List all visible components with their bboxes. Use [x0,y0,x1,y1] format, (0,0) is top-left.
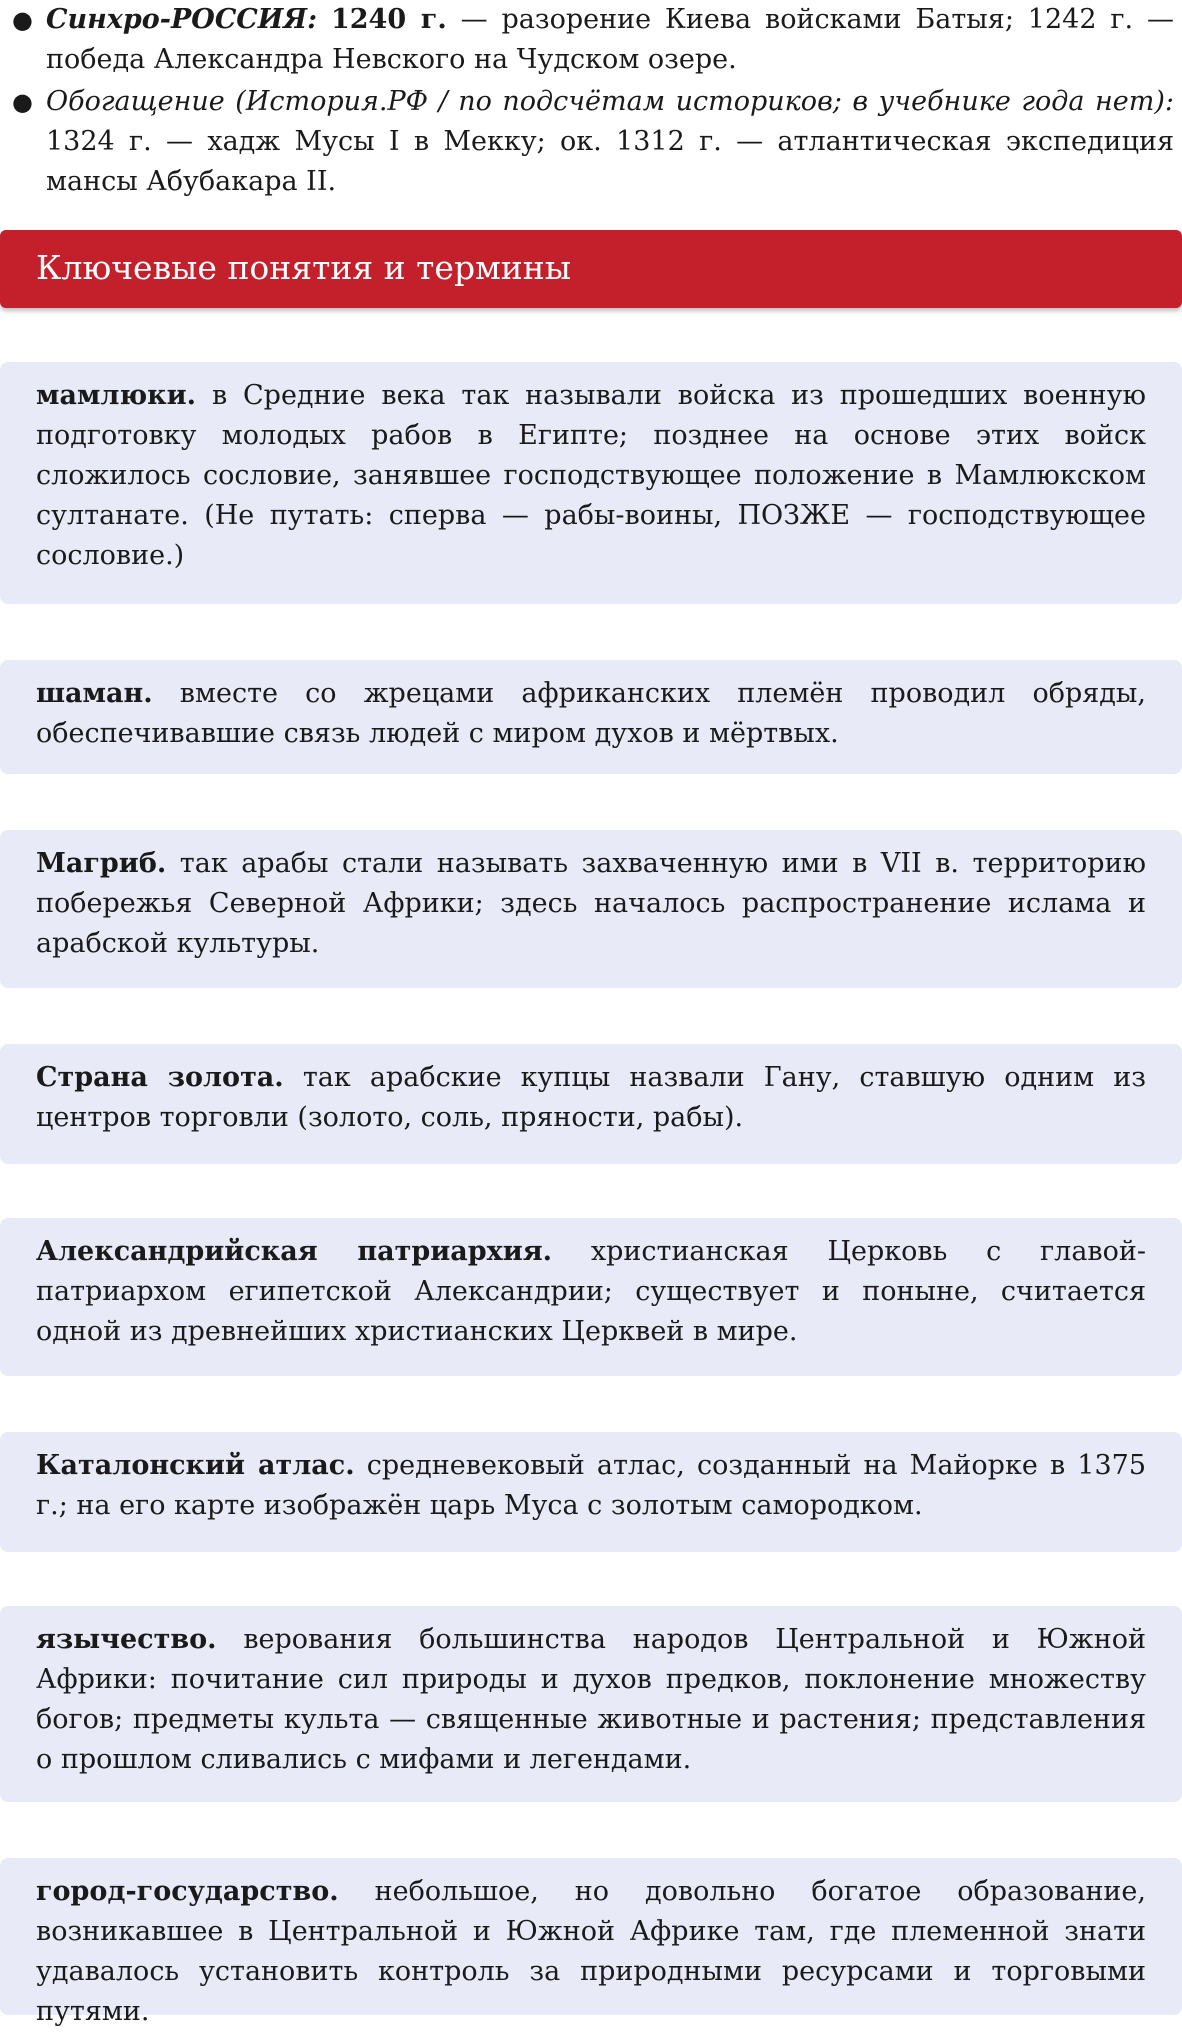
bullet-item-enrichment [0,82,1182,202]
term-card-shaman [0,660,1182,774]
bullet-lead: Синхро-РОССИЯ: [46,4,318,35]
term-definition: в Средние века так называли войска из прошедших военную подготовку молодых рабов в Египте; позднее на основе этих войск сложилось сословие, занявшее господствующее положение в Мамлюкском султанате. (Не путать: сперва — рабы-воины, ПОЗЖЕ — господствующее сословие.) [36,380,1146,571]
term-definition: так арабские купцы назвали Гану, ставшую одним из центров торговли (золото, соль, пряности, рабы). [36,1062,1146,1133]
term-entry [36,376,1146,576]
term-name: город-государство. [36,1876,339,1907]
term-entry [36,1872,1146,2032]
bullet-dot-icon: ● [12,88,33,116]
term-definition: небольшое, но довольно богатое образование, возникавшее в Центральной и Южной Африке там, где племенной знати удавалось установить контроль за природными ресурсами и торговыми путями. [36,1876,1146,2027]
term-name: мамлюки. [36,380,197,411]
term-name: язычество. [36,1624,217,1655]
term-name: Магриб. [36,848,167,879]
bullet-text: 1324 г. — хадж Мусы I в Мекку; ок. 1312 г. — атлантическая экспедиция мансы Абубакара II. [46,126,1174,197]
term-entry [36,1620,1146,1780]
term-card-catalan-atlas [0,1432,1182,1552]
term-entry [36,844,1146,964]
term-definition: вместе со жрецами африканских племён проводил обряды, обеспечивавшие связь людей с миром духов и мёртвых. [36,678,1146,749]
term-card-paganism [0,1606,1182,1802]
bullet-list [0,0,1182,204]
term-definition: средневековый атлас, созданный на Майорке в 1375 г.; на его карте изображён царь Муса с золотым самородком. [36,1450,1146,1521]
term-name: Каталонский атлас. [36,1450,355,1481]
term-entry [36,1058,1146,1138]
bullet-item-synchro [0,0,1182,80]
term-card-gold-country [0,1044,1182,1164]
term-name: Страна золота. [36,1062,284,1093]
term-card-mamluks [0,362,1182,604]
term-entry [36,674,1146,754]
bullet-dot-icon: ● [12,6,33,34]
term-card-maghreb [0,830,1182,988]
section-header [0,230,1182,308]
term-entry [36,1232,1146,1352]
term-definition: христианская Церковь с главой-патриархом египетской Александрии; существует и поныне, считается одной из древнейших христианских Церквей в мире. [36,1236,1146,1347]
term-name: шаман. [36,678,153,709]
term-entry [36,1446,1146,1526]
term-definition: так арабы стали называть захваченную ими в VII в. территорию побережья Северной Африки; здесь началось распространение ислама и арабской культуры. [36,848,1146,959]
section-title: Ключевые понятия и термины [36,248,571,287]
bullet-year: 1240 г. [330,4,447,35]
bullet-lead: Обогащение (История.РФ / по подсчётам историков; в учебнике года нет): [46,86,1174,117]
term-card-city-state [0,1858,1182,2027]
term-definition: верования большинства народов Центральной и Южной Африки: почитание сил природы и духов предков, поклонение множеству богов; предметы культа — священные животные и растения; представления о прошлом сливались с мифами и легендами. [36,1624,1146,1775]
bullet-text: — разорение Киева войсками Батыя; 1242 г. — победа Александра Невского на Чудском озере. [46,4,1174,75]
term-name: Александрийская патриархия. [36,1236,553,1267]
term-card-alexandria [0,1218,1182,1376]
